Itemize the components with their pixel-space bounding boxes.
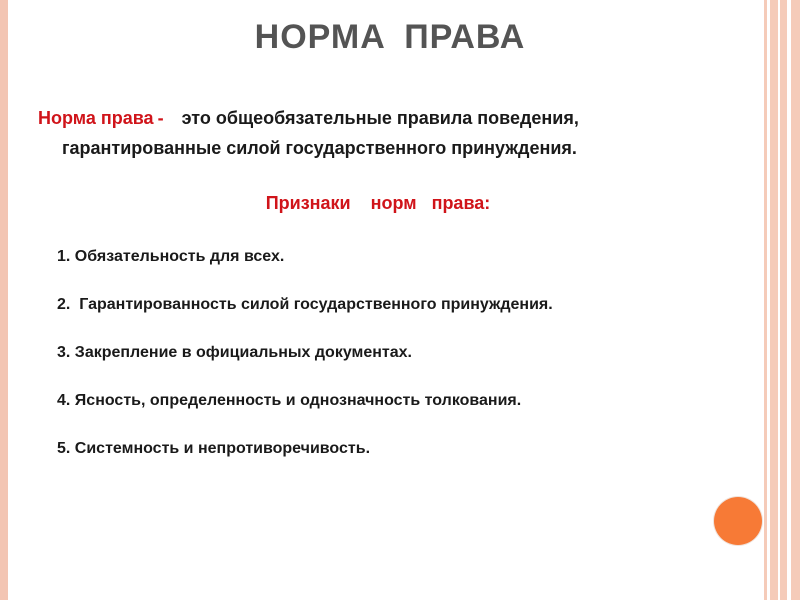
slide-title: НОРМА ПРАВА [254,18,526,56]
right-border-stripe [778,0,780,600]
definition-line-2: гарантированные силой государственного принуждения. [62,138,577,158]
right-border-stripe [787,0,791,600]
list-item: 5. Системность и непротиворечивость. [57,440,371,457]
definition-dash: - [157,108,164,128]
list-item: 3. Закрепление в официальных документах. [57,344,412,361]
right-border-stripe [767,0,770,600]
orange-circle-decoration [714,497,762,545]
list-item: 1. Обязательность для всех. [57,248,285,265]
definition-line-1: это общеобязательные правила поведения, [181,108,579,128]
definition-paragraph [38,103,738,163]
left-border-decoration [0,0,8,600]
features-heading: Признаки норм права: [265,193,491,213]
features-list [57,246,553,486]
list-item: 4. Ясность, определенность и однозначность толкования. [57,392,522,409]
definition-term: Норма права [38,108,154,128]
list-item: 2. Гарантированность силой государственного принуждения. [57,296,553,313]
